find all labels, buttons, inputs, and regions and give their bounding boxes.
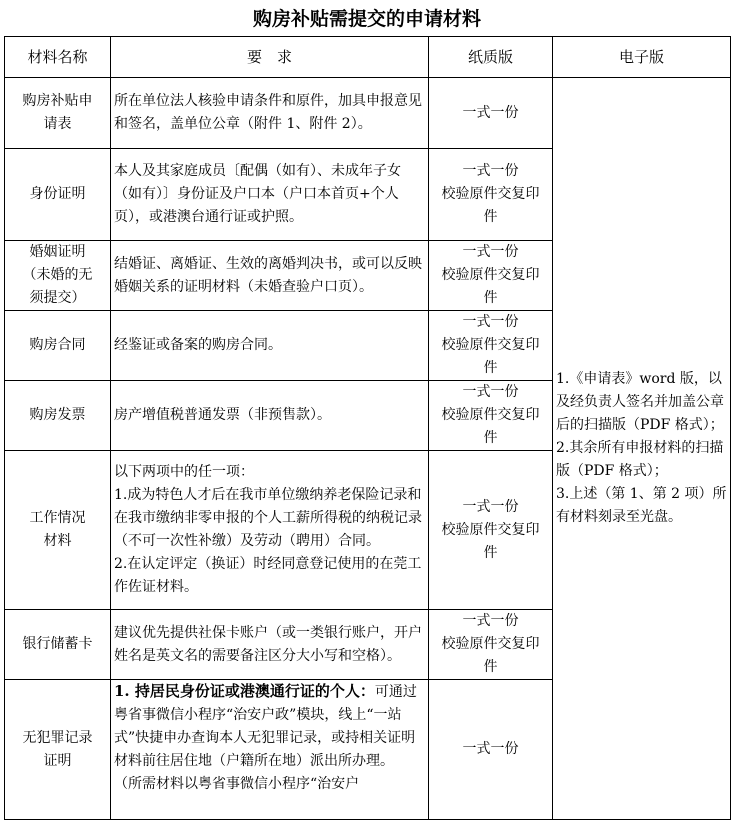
requirement-cell bbox=[111, 241, 429, 311]
cell-line: 须提交） bbox=[29, 290, 86, 306]
cell-line: 一式一份 bbox=[462, 498, 519, 515]
requirement-cell bbox=[111, 78, 429, 149]
cell-line: 一式一份 bbox=[462, 244, 519, 260]
cell-line: 无犯罪记录 bbox=[22, 729, 93, 746]
cell-line: 校验原件交复印 bbox=[441, 636, 540, 652]
paper-copy-cell bbox=[429, 241, 553, 311]
header-electronic: 电子版 bbox=[553, 37, 731, 78]
materials-table bbox=[4, 36, 731, 820]
requirement-bold-text: 1. 持居民身份证或港澳通行证的个人： bbox=[114, 682, 375, 700]
paper-copy-cell bbox=[429, 451, 553, 610]
header-material-name: 材料名称 bbox=[5, 37, 111, 78]
cell-line: 证明 bbox=[43, 752, 72, 769]
cell-line: 购房合同 bbox=[29, 337, 86, 353]
paper-copy-cell bbox=[429, 149, 553, 241]
cell-line: 2.在认定评定（换证）时经同意登记使用的在莞工作佐证材料。 bbox=[114, 556, 422, 595]
cell-line: （未婚的无 bbox=[22, 267, 93, 283]
cell-line: 结婚证、离婚证、生效的离婚判决书，或可以反映婚姻关系的证明材料（未婚查验户口页）。 bbox=[114, 255, 422, 295]
cell-line: 所在单位法人核验申请条件和原件，加具申报意见和签名，盖单位公章（附件 1、附件 2）。 bbox=[114, 93, 422, 132]
cell-line: 一式一份 bbox=[462, 163, 519, 179]
cell-line: 房产增值税普通发票（非预售款）。 bbox=[114, 407, 331, 423]
material-name-cell bbox=[5, 311, 111, 381]
cell-line: 购房发票 bbox=[29, 407, 86, 423]
material-name-cell bbox=[5, 78, 111, 149]
cell-line: 以下两项中的任一项： bbox=[114, 464, 254, 480]
cell-line: 经鉴证或备案的购房合同。 bbox=[114, 337, 282, 353]
cell-line: 校验原件交复印 bbox=[441, 337, 540, 353]
table-row bbox=[5, 78, 731, 149]
header-requirement: 要 求 bbox=[111, 37, 429, 78]
cell-line: 校验原件交复印 bbox=[441, 407, 540, 423]
cell-line: 件 bbox=[483, 360, 498, 376]
cell-line: 建议优先提供社保卡账户（或一类银行账户，开户姓名是英文名的需要备注区分大小写和空格）。 bbox=[114, 624, 422, 664]
table-header-row bbox=[5, 37, 731, 78]
paper-copy-cell bbox=[429, 610, 553, 680]
cell-line: 校验原件交复印 bbox=[441, 521, 540, 538]
cell-line: 1.《申请表》word 版，以及经负责人签名并加盖公章后的扫描版（PDF 格式）； bbox=[556, 371, 724, 433]
paper-copy-cell bbox=[429, 381, 553, 451]
paper-copy-cell bbox=[429, 680, 553, 820]
cell-line: 材料 bbox=[43, 533, 72, 549]
paper-copy-cell bbox=[429, 78, 553, 149]
cell-line: 校验原件交复印 bbox=[441, 267, 540, 283]
requirement-cell bbox=[111, 610, 429, 680]
material-name-cell bbox=[5, 610, 111, 680]
cell-line: 一式一份 bbox=[462, 314, 519, 330]
material-name-cell bbox=[5, 451, 111, 610]
cell-line: 婚姻证明 bbox=[29, 244, 86, 260]
cell-line: 3.上述（第 1、第 2 项）所有材料刻录至光盘。 bbox=[556, 486, 727, 525]
cell-line: 件 bbox=[483, 209, 498, 225]
requirement-cell bbox=[111, 680, 429, 820]
header-paper: 纸质版 bbox=[429, 37, 553, 78]
cell-line: 工作情况 bbox=[29, 510, 86, 526]
material-name-cell bbox=[5, 149, 111, 241]
cell-line: 件 bbox=[483, 544, 498, 561]
material-name-cell bbox=[5, 381, 111, 451]
cell-line: 一式一份 bbox=[462, 384, 519, 400]
requirement-cell bbox=[111, 311, 429, 381]
cell-line: 件 bbox=[483, 659, 498, 675]
document-title: 购房补贴需提交的申请材料 bbox=[252, 8, 481, 30]
cell-line: 1.成为特色人才后在我市单位缴纳养老保险记录和在我市缴纳非零申报的个人工薪所得税的纳税记录（不可一次性补缴）及劳动（聘用）合同。 bbox=[114, 487, 422, 549]
cell-line: 银行储蓄卡 bbox=[22, 636, 93, 652]
cell-line: 可通过粤省事微信小程序“治安户政”模块，线上“一站式”快捷申办查询本人无犯罪记录，或持相关证明材料前往居住地（户籍所在地）派出所办理。 bbox=[114, 684, 417, 769]
cell-line: 校验原件交复印 bbox=[441, 186, 540, 202]
cell-line: （所需材料以粤省事微信小程序“治安户 bbox=[114, 776, 360, 792]
cell-line: 一式一份 bbox=[462, 741, 519, 757]
cell-line: 件 bbox=[483, 290, 498, 306]
cell-line: 件 bbox=[483, 430, 498, 446]
material-name-cell bbox=[5, 680, 111, 820]
requirement-cell bbox=[111, 451, 429, 610]
cell-line: 一式一份 bbox=[462, 104, 519, 121]
cell-line: 2.其余所有申报材料的扫描版（PDF 格式）； bbox=[556, 440, 724, 479]
cell-line: 一式一份 bbox=[462, 613, 519, 629]
cell-line: 购房补贴申 bbox=[22, 93, 93, 109]
cell-line: 请表 bbox=[43, 116, 72, 132]
electronic-version-cell bbox=[553, 78, 731, 820]
material-name-cell bbox=[5, 241, 111, 311]
paper-copy-cell bbox=[429, 311, 553, 381]
cell-line: 本人及其家庭成员〔配偶（如有）、未成年子女（如有）〕身份证及户口本（户口本首页+个人页），或港澳台通行证或护照。 bbox=[114, 163, 401, 225]
requirement-cell bbox=[111, 149, 429, 241]
requirement-cell bbox=[111, 381, 429, 451]
cell-line: 身份证明 bbox=[29, 186, 86, 202]
